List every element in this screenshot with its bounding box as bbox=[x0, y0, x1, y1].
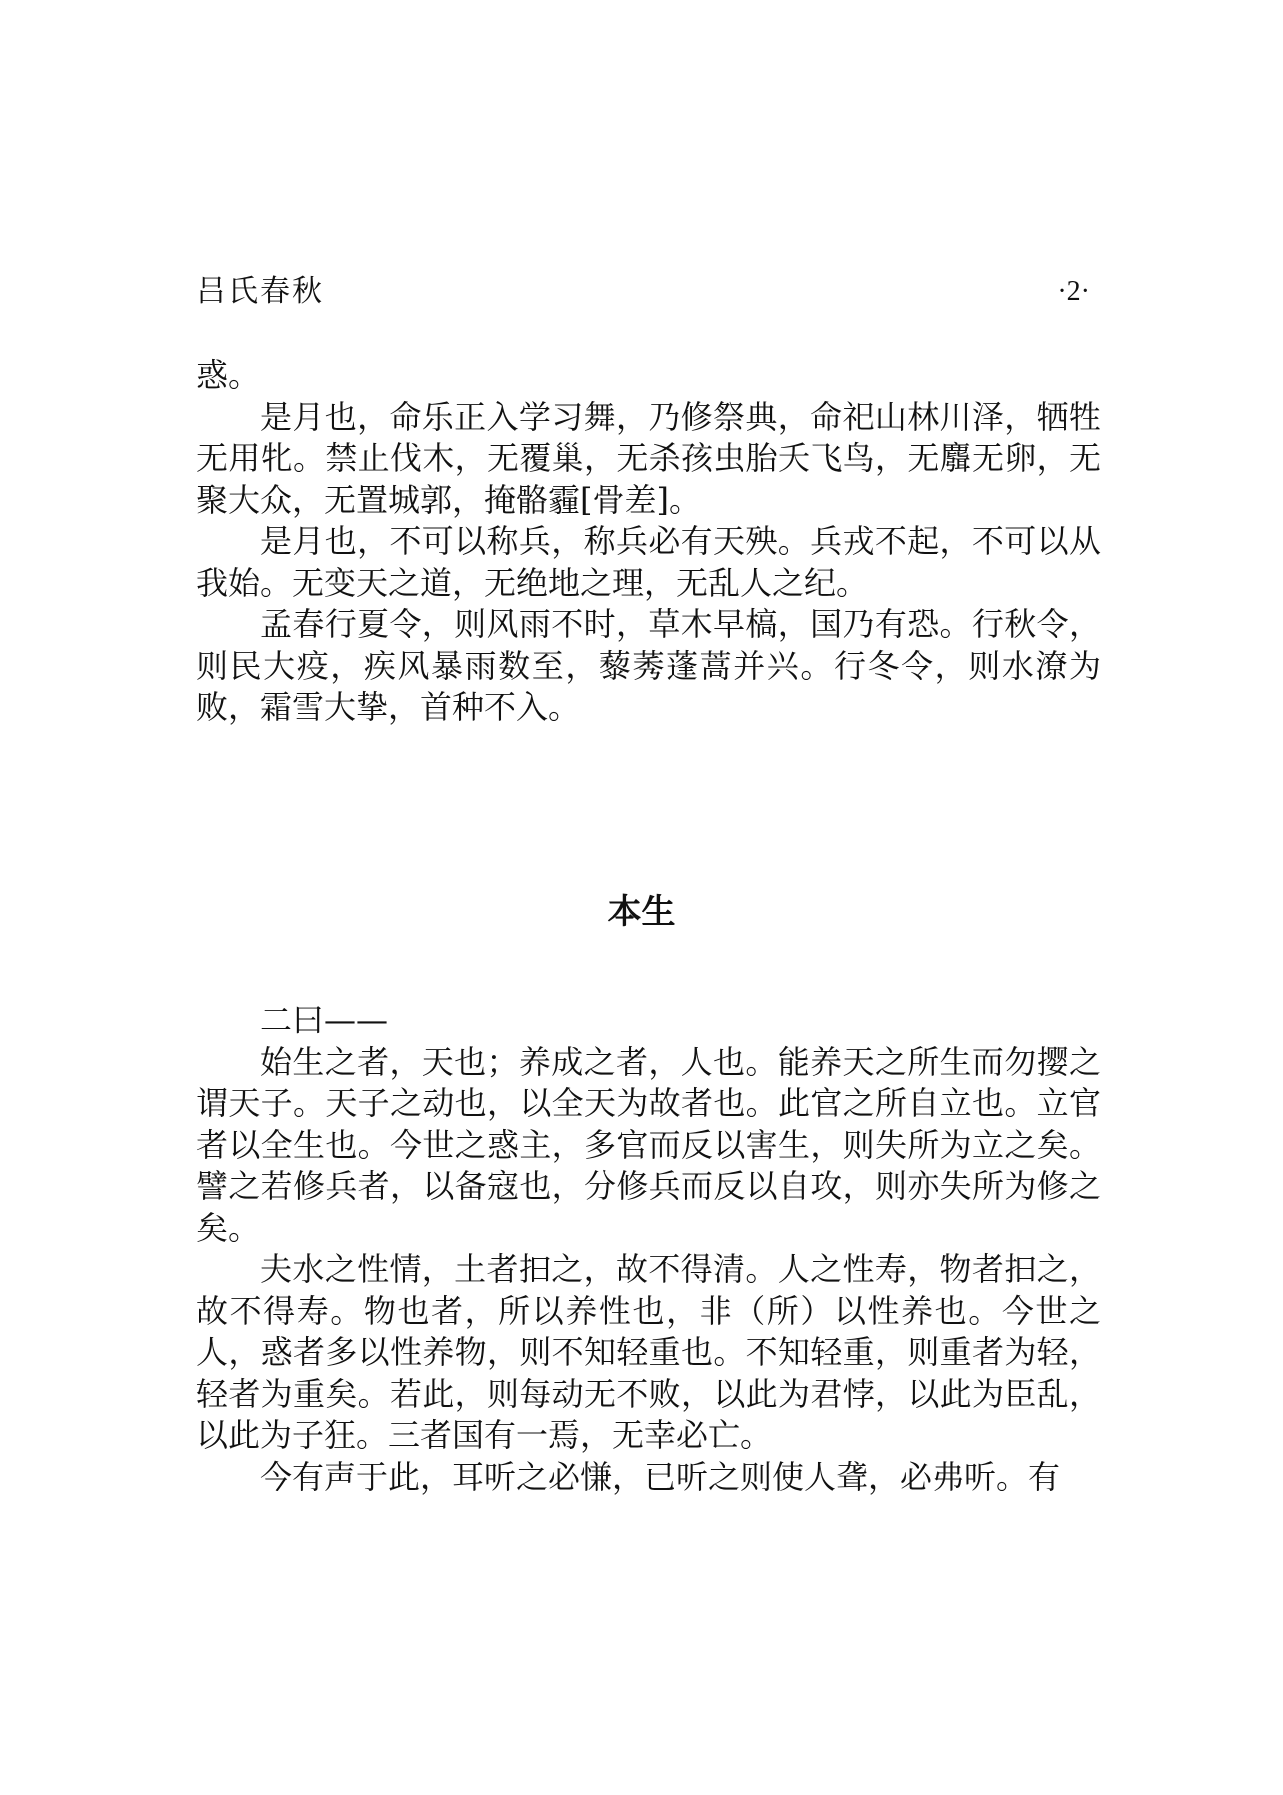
section-subtitle: 二曰—— bbox=[260, 1001, 389, 1039]
section-title: 本生 bbox=[607, 892, 676, 932]
paragraph: 是月也，命乐正入学习舞，乃修祭典，命祀山林川泽，牺牲无用牝。禁止伐木，无覆巢，无杀孩虫胎夭飞鸟，无麛无卵，无聚大众，无置城郭，掩骼霾[骨差]。 bbox=[196, 397, 1101, 519]
paragraph: 夫水之性情，土者抇之，故不得清。人之性寿，物者抇之，故不得寿。物也者，所以养性也，非（所）以性养也。今世之人，惑者多以性养物，则不知轻重也。不知轻重，则重者为轻，轻者为重矣。若此，则每动无不败，以此为君悖，以此为臣乱，以此为子狂。三者国有一焉，无幸必亡。 bbox=[196, 1250, 1101, 1454]
paragraph: 始生之者，天也；养成之者，人也。能养天之所生而勿撄之谓天子。天子之动也，以全天为故者也。此官之所自立也。立官者以全生也。今世之惑主，多官而反以害生，则失所为立之矣。譬之若修兵者，以备寇也，分修兵而反以自攻，则亦失所为修之矣。 bbox=[196, 1042, 1101, 1247]
paragraph: 孟春行夏令，则风雨不时，草木早槁，国乃有恐。行秋令，则民大疫，疾风暴雨数至，藜莠蓬蒿并兴。行冬令，则水潦为败，霜雪大挚，首种不入。 bbox=[196, 605, 1101, 726]
running-header bbox=[196, 272, 1090, 312]
section-one-body bbox=[196, 355, 1101, 729]
paragraph: 今有声于此，耳听之必慊，已听之则使人聋，必弗听。有 bbox=[260, 1457, 1061, 1496]
section-two-body bbox=[196, 1000, 1101, 1498]
page-number: ·2· bbox=[1057, 276, 1090, 307]
book-title: 吕氏春秋 bbox=[196, 274, 324, 309]
paragraph: 是月也，不可以称兵，称兵必有天殃。兵戎不起，不可以从我始。无变天之道，无绝地之理，无乱人之纪。 bbox=[196, 522, 1101, 602]
paragraph: 惑。 bbox=[196, 356, 261, 394]
